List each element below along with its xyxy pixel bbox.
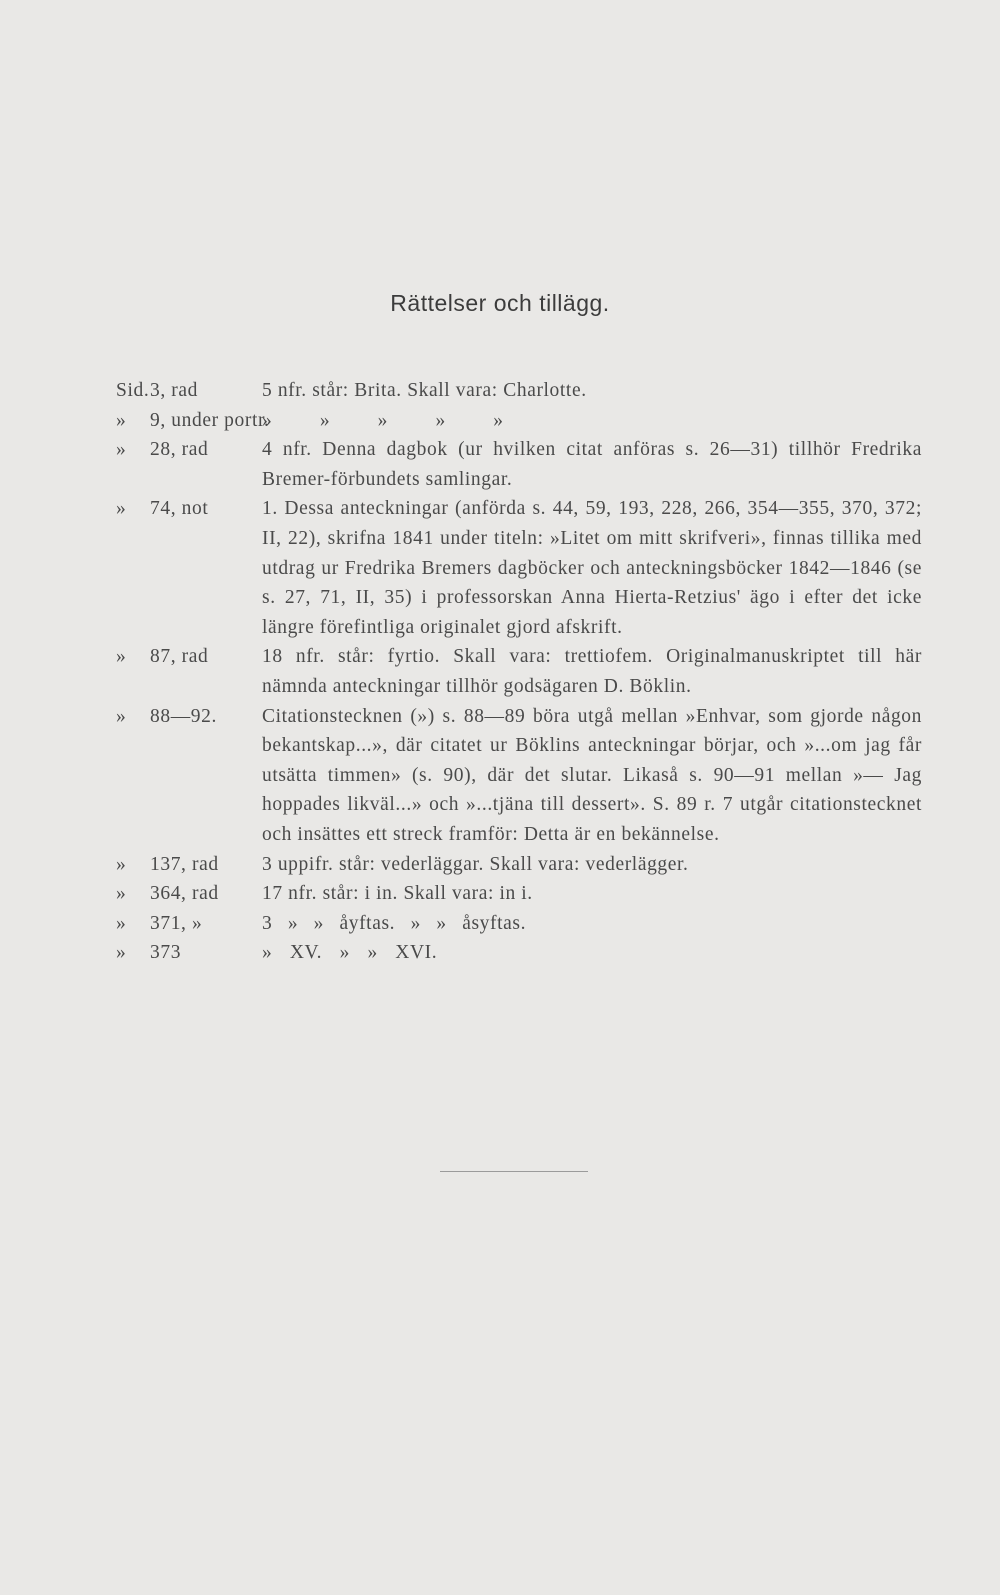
- errata-entry: [112, 702, 922, 850]
- errata-entry: [112, 879, 922, 909]
- entry-reference: 373: [150, 942, 182, 964]
- entry-text: 5 nfr. står: Brita. Skall vara: Charlotte.: [262, 380, 587, 401]
- entry-text: 3 » » åyftas. » » åsyftas.: [262, 912, 527, 934]
- errata-entry: [112, 909, 922, 939]
- entry-mark: »: [116, 439, 127, 461]
- entry-mark: »: [116, 912, 127, 934]
- entry-reference: 74, not: [150, 498, 209, 520]
- entry-text: 17 nfr. står: i in. Skall vara: in i.: [262, 883, 533, 905]
- entry-reference: 9, under portr.: [150, 409, 270, 431]
- entry-text: 1. Dessa anteckningar (anförda s. 44, 59, 193, 228, 266, 354—355, 370, 372; II, 22), skrifna 1841 under titeln: »Litet om mitt skrifveri», finnas tillika med utdrag ur Fredrika Bremers dagböcker och anteckningsböcker 1842—1846 (se s. 27, 71, II, 35) i professorskan Anna Hierta-Retzius' ägo i efter det icke längre förefintliga originalet gjord afskrift.: [262, 498, 922, 638]
- entry-text: Citationstecknen (») s. 88—89 böra utgå mellan »Enhvar, som gjorde någon bekantskap...», där citatet ur Böklins anteckningar börjar, och »...om jag får utsätta timmen» (s. 90), där det slutar. Likaså s. 90—91 mellan »— Jag hoppades likväl...» och »...tjäna till dessert». S. 89 r. 7 utgår citationstecknet och insättes ett streck framför: Detta är en bekännelse.: [262, 705, 922, 845]
- entry-mark: Sid.: [116, 380, 150, 401]
- entry-text: 4 nfr. Denna dagbok (ur hvilken citat anföras s. 26—31) tillhör Fredrika Bremer-förbundets samlingar.: [262, 439, 922, 490]
- entry-reference: 28, rad: [150, 439, 209, 461]
- entry-mark: »: [116, 646, 127, 668]
- entry-text: » » » » »: [262, 409, 504, 431]
- entry-reference: 88—92.: [150, 705, 217, 727]
- entry-mark: »: [116, 853, 127, 875]
- entry-reference: 3, rad: [150, 380, 198, 401]
- closing-rule: [440, 1171, 588, 1172]
- entry-mark: »: [116, 942, 127, 964]
- entry-text: » XV. » » XVI.: [262, 942, 438, 964]
- entry-reference: 137, rad: [150, 853, 219, 875]
- entry-reference: 371, »: [150, 912, 203, 934]
- entry-mark: »: [116, 705, 127, 727]
- errata-entry: [112, 494, 922, 642]
- errata-entry: [112, 376, 922, 406]
- errata-entry: [112, 435, 922, 494]
- entry-mark: »: [116, 409, 127, 431]
- errata-entry: [112, 938, 922, 968]
- entry-text: 18 nfr. står: fyrtio. Skall vara: trettiofem. Originalmanuskriptet till här nämnda anteckningar tillhör godsägaren D. Böklin.: [262, 646, 922, 697]
- entry-text: 3 uppifr. står: vederläggar. Skall vara: vederlägger.: [262, 853, 689, 875]
- errata-entry: [112, 850, 922, 880]
- entry-mark: »: [116, 883, 127, 905]
- errata-entry: [112, 642, 922, 701]
- entry-mark: »: [116, 498, 127, 520]
- errata-list: [112, 376, 922, 968]
- entry-reference: 87, rad: [150, 646, 209, 668]
- entry-reference: 364, rad: [150, 883, 219, 905]
- page-title: Rättelser och tillägg.: [390, 290, 610, 316]
- errata-entry: [112, 406, 922, 436]
